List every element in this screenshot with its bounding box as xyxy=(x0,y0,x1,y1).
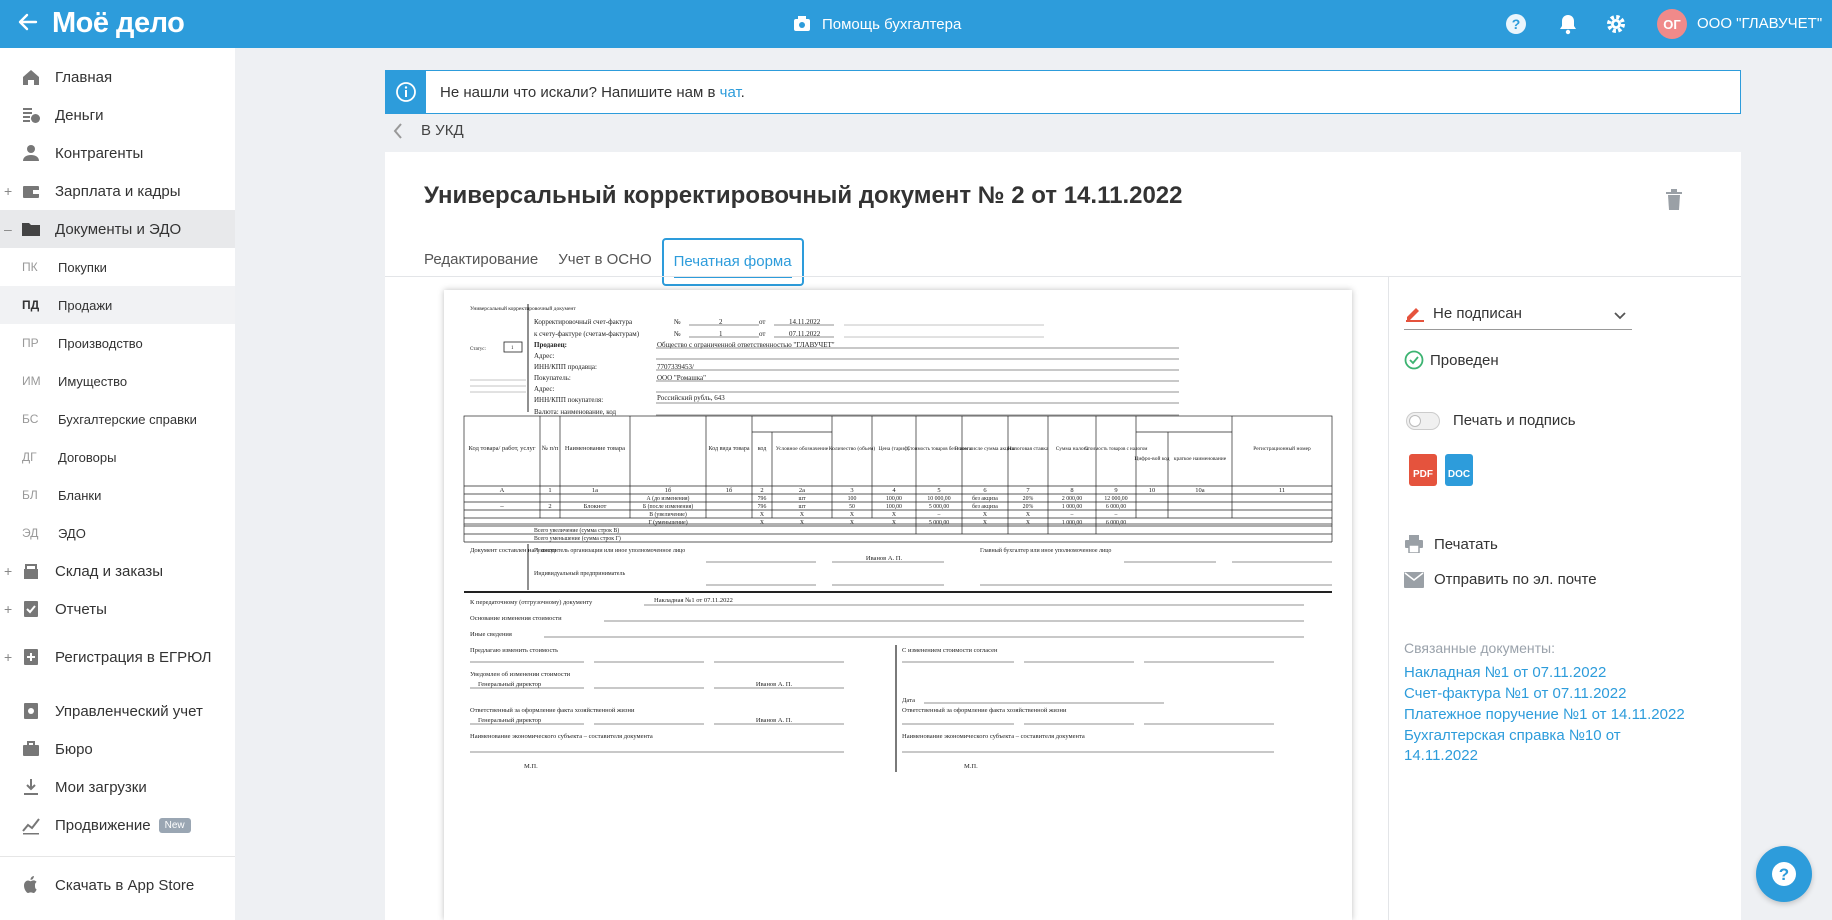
contractors-icon xyxy=(20,142,42,164)
th-name: Наименование товара xyxy=(564,445,626,452)
row-num: 2 xyxy=(548,503,552,510)
notified-position: Генеральный директор xyxy=(478,681,542,688)
inv-num-2: 1 xyxy=(719,330,723,338)
chevron-left-icon xyxy=(393,123,403,139)
print-preview[interactable] xyxy=(444,290,1352,920)
responsible-name: Иванов А. П. xyxy=(755,717,793,724)
info-icon xyxy=(386,71,426,113)
sub-label: Бухгалтерские справки xyxy=(58,411,197,427)
sidebar xyxy=(0,48,235,920)
th-tax: Сумма налога xyxy=(1055,446,1089,452)
th-code: Код товара/ работ, услуг xyxy=(468,445,536,452)
status-value: 1 xyxy=(511,346,514,351)
management-icon xyxy=(20,700,42,722)
svg-text:от: от xyxy=(759,318,766,326)
sidebar-item-label xyxy=(55,817,191,834)
col-num: 6 xyxy=(983,487,987,494)
sub-abbr: ДГ xyxy=(22,450,37,464)
status-label: Статус: xyxy=(470,347,486,352)
row-a-excise: без акциза xyxy=(972,496,998,502)
row-c-total: – xyxy=(1114,512,1118,518)
row-a-rate: 20% xyxy=(1022,496,1034,502)
sub-label: Бланки xyxy=(58,487,102,503)
tab-edit[interactable]: Редактирование xyxy=(424,251,539,268)
sidebar-item-bureau[interactable] xyxy=(0,730,235,768)
app-logo[interactable]: Моё дело xyxy=(52,7,185,39)
seller-value: Общество с ограниченной ответственностью "ГЛАВУЧЕТ" xyxy=(657,341,835,349)
inv-label-2: к счету-фактуре (счетам-фактурам) xyxy=(534,330,640,338)
th-unit-code: код xyxy=(757,446,767,452)
row-a-price: 100,00 xyxy=(886,496,902,502)
change-basis-label: Основание изменения стоимости xyxy=(470,615,562,622)
propose-label: Предлагаю изменить стоимость xyxy=(470,647,559,654)
sidebar-item-promotion[interactable] xyxy=(0,806,235,844)
print-sign-label: Печать и подпись xyxy=(1453,412,1576,429)
row-a-total: 12 000,00 xyxy=(1104,496,1128,502)
responsible-label: Ответственный за оформление факта хозяйственной жизни xyxy=(470,707,635,714)
row-c-label: В (увеличение) xyxy=(649,512,687,518)
sidebar-subitem-accounting-notes[interactable] xyxy=(0,400,235,438)
total-increase-label: Всего увеличение (сумма строк В) xyxy=(534,528,620,534)
sidebar-subitem-edo[interactable] xyxy=(0,514,235,552)
row-c-rate: Х xyxy=(1025,512,1031,518)
row-d-code: Х xyxy=(759,520,765,526)
col-num: А xyxy=(499,487,505,494)
col-num: 1 xyxy=(548,487,552,494)
sidebar-item-label: Склад и заказы xyxy=(55,562,164,580)
company-name[interactable]: ООО "ГЛАВУЧЕТ" xyxy=(1697,15,1823,32)
home-icon xyxy=(20,66,42,88)
breadcrumb-label: В УКД xyxy=(421,122,464,139)
row-a-qty: 100 xyxy=(847,496,857,502)
sub-abbr: БЛ xyxy=(22,488,38,502)
new-badge: New xyxy=(159,818,191,833)
bell-icon[interactable] xyxy=(1556,12,1580,36)
sidebar-item-management[interactable] xyxy=(0,692,235,730)
sidebar-item-label: Деньги xyxy=(55,106,104,124)
row-a-unit: шт xyxy=(798,496,806,502)
col-num: 10 xyxy=(1148,487,1156,494)
row-a-tax: 2 000,00 xyxy=(1061,496,1083,502)
breadcrumb[interactable] xyxy=(393,122,464,139)
helper-label: Помощь бухгалтера xyxy=(822,15,962,33)
row-b-unit: шт xyxy=(798,504,806,510)
th-total: Стоимость товаров с налогом xyxy=(1084,447,1148,452)
sign-status-select[interactable] xyxy=(1404,301,1632,330)
sidebar-item-registration[interactable] xyxy=(0,633,235,681)
entity-label-2: Наименование экономического субъекта – составителя документа xyxy=(902,733,1085,740)
col-num: 11 xyxy=(1278,487,1286,494)
head-name: Иванов А. П. xyxy=(865,555,903,562)
th-excise: В том числе сумма акциза xyxy=(954,446,1016,452)
help-chat-button[interactable] xyxy=(1756,846,1812,902)
gear-icon[interactable] xyxy=(1604,12,1628,36)
other-info-label: Иные сведения xyxy=(470,631,512,638)
apple-icon xyxy=(20,874,42,896)
sub-label: Производство xyxy=(58,335,143,351)
print-button[interactable] xyxy=(1404,535,1498,553)
related-doc-link[interactable]: Счет-фактура №1 от 07.11.2022 xyxy=(1404,685,1627,702)
promotion-icon xyxy=(20,814,42,836)
download-icon xyxy=(20,776,42,798)
row-b-label: Б (после изменения) xyxy=(642,504,694,510)
sub-abbr: ЭД xyxy=(22,526,39,540)
svg-text:?: ? xyxy=(1511,16,1521,32)
responsible-label-2: Ответственный за оформление факта хозяйственной жизни xyxy=(902,707,1067,714)
row-c-qty: Х xyxy=(849,512,855,518)
svg-text:№: № xyxy=(674,318,681,326)
th-reg-num: Регистрационный номер xyxy=(1253,446,1311,452)
sub-abbr: БС xyxy=(22,412,39,426)
col-num: 1б xyxy=(725,487,733,494)
sidebar-item-label: Мои загрузки xyxy=(55,778,147,796)
related-doc-link[interactable]: Накладная №1 от 07.11.2022 xyxy=(1404,664,1607,681)
related-doc-link[interactable]: Бухгалтерская справка №10 от 14.11.2022 xyxy=(1404,727,1621,764)
currency-value: Российский рубль, 643 xyxy=(657,394,725,402)
sub-abbr: ПР xyxy=(22,336,39,350)
sidebar-item-label: Регистрация в ЕГРЮЛ xyxy=(55,648,212,666)
sidebar-item-label: Зарплата и кадры xyxy=(55,182,181,200)
col-num: 9 xyxy=(1114,487,1118,494)
sidebar-item-downloads[interactable] xyxy=(0,768,235,806)
sidebar-item-label: Управленческий учет xyxy=(55,702,203,720)
chat-link[interactable]: чат xyxy=(719,84,741,101)
avatar[interactable]: ОГ xyxy=(1657,9,1687,39)
row-b-total: 6 000,00 xyxy=(1105,504,1127,510)
row-b-qty: 50 xyxy=(849,504,855,510)
print-sign-toggle[interactable] xyxy=(1406,412,1440,430)
sidebar-item-label: Скачать в App Store xyxy=(55,876,195,894)
sub-abbr: ИМ xyxy=(22,374,41,388)
col-num: 5 xyxy=(937,487,941,494)
helper-icon xyxy=(792,14,812,34)
sidebar-item-label: Главная xyxy=(55,68,113,86)
sidebar-item-label: Документы и ЭДО xyxy=(55,220,182,238)
doc-icon[interactable]: DOC xyxy=(1445,454,1473,486)
row-a-label: А (до изменения) xyxy=(646,496,690,502)
posted-status xyxy=(1404,350,1499,370)
col-num: 2 xyxy=(760,487,764,494)
row-d-total: 6 000,00 xyxy=(1105,520,1127,526)
svg-text:от: от xyxy=(759,330,766,338)
banner-text xyxy=(440,84,745,101)
reports-icon xyxy=(20,598,42,620)
buyer-value: ООО "Ромашка" xyxy=(657,374,706,382)
currency-label: Валюта: наименование, код xyxy=(534,408,617,416)
sub-abbr: ПД xyxy=(22,298,40,312)
related-docs-title: Связанные документы: xyxy=(1404,640,1555,656)
chevron-down-icon xyxy=(1614,307,1626,325)
row-d-price: Х xyxy=(891,520,897,526)
question-icon xyxy=(1770,860,1798,888)
col-num: 3 xyxy=(850,487,854,494)
buyer-label: Покупатель: xyxy=(534,374,571,382)
registration-icon xyxy=(20,646,42,668)
sidebar-subitem-property[interactable] xyxy=(0,362,235,400)
row-d-sum: 5 000,00 xyxy=(928,520,950,526)
col-num: 4 xyxy=(892,487,896,494)
svg-text:№: № xyxy=(674,330,681,338)
sidebar-item-documents[interactable] xyxy=(0,210,235,248)
info-banner xyxy=(385,70,1741,114)
tabs-underline xyxy=(385,276,1741,277)
wallet-icon xyxy=(20,180,42,202)
row-a-code: 796 xyxy=(757,496,767,502)
sidebar-item-money[interactable] xyxy=(0,96,235,134)
briefcase-icon xyxy=(20,738,42,760)
inv-date-1: 14.11.2022 xyxy=(789,318,821,326)
help-icon[interactable] xyxy=(1504,12,1528,36)
trash-icon[interactable] xyxy=(1664,188,1686,212)
row-c-excise: Х xyxy=(982,512,988,518)
pdf-icon[interactable]: PDF xyxy=(1409,454,1437,486)
related-doc-link[interactable]: Платежное поручение №1 от 14.11.2022 xyxy=(1404,706,1685,723)
row-d-label: Г (уменьшение) xyxy=(648,520,688,526)
print-label: Печатать xyxy=(1434,535,1498,553)
notified-name: Иванов А. П. xyxy=(755,681,793,688)
sidebar-subitem-forms[interactable] xyxy=(0,476,235,514)
date-label: Дата xyxy=(902,697,915,704)
posted-label: Проведен xyxy=(1430,351,1499,369)
sub-label: Продажи xyxy=(58,297,113,313)
stamp-label-2: М.П. xyxy=(964,763,978,770)
sidebar-item-label: Бюро xyxy=(55,740,93,758)
row-d-unit: Х xyxy=(799,520,805,526)
agreed-label: С изменением стоимости согласен xyxy=(902,647,998,654)
row-c-price: Х xyxy=(891,512,897,518)
transfer-label: К передаточному (отгрузочному) документу xyxy=(470,599,593,606)
th-unit-name: Условное обозначение xyxy=(775,446,829,452)
row-c-tax: – xyxy=(1070,512,1074,518)
sub-abbr: ПК xyxy=(22,260,38,274)
mail-icon xyxy=(1404,572,1424,588)
expand-plus-icon[interactable]: + xyxy=(4,563,13,579)
sub-label: Договоры xyxy=(58,449,117,465)
top-bar xyxy=(0,0,1832,48)
sidebar-subitem-purchases[interactable] xyxy=(0,248,235,286)
sub-label: ЭДО xyxy=(58,525,86,541)
row-c-code: Х xyxy=(759,512,765,518)
row-product: Блокнот xyxy=(583,503,607,510)
entrepreneur-label: Индивидуальный предприниматель xyxy=(534,571,626,577)
th-rate: Налоговая ставка xyxy=(1007,446,1049,452)
col-num: 7 xyxy=(1026,487,1030,494)
sub-label: Покупки xyxy=(58,259,107,275)
sidebar-item-label: Контрагенты xyxy=(55,144,144,162)
responsible-position: Генеральный директор xyxy=(478,717,542,724)
page-title: Универсальный корректировочный документ № 2 от 14.11.2022 xyxy=(424,182,1183,209)
row-b-rate: 20% xyxy=(1022,504,1034,510)
row-d-tax: 1 000,00 xyxy=(1061,520,1083,526)
form-header: Универсальный корректировочный документ xyxy=(470,306,576,312)
transfer-invoice: Накладная №1 от 07.11.2022 xyxy=(654,597,733,604)
th-country-code: Цифро-вой код xyxy=(1134,456,1170,462)
row-c-sum: – xyxy=(937,512,941,518)
sidebar-subitem-sales[interactable] xyxy=(0,286,235,324)
sidebar-subitem-contracts[interactable] xyxy=(0,438,235,476)
inv-num-1: 2 xyxy=(719,318,723,326)
th-kind: Код вида товара xyxy=(708,446,750,452)
inn-seller-value: 7707339453/ xyxy=(657,363,694,371)
right-panel-divider xyxy=(1388,277,1389,920)
chief-label: Главный бухгалтер или иное уполномоченное лицо xyxy=(980,548,1112,554)
svg-text:?: ? xyxy=(1778,865,1790,884)
col-num: 8 xyxy=(1070,487,1074,494)
banner-text-main: Не нашли что искали? Напишите нам в xyxy=(440,84,720,101)
warehouse-icon xyxy=(20,560,42,582)
row-b-code: 796 xyxy=(757,504,767,510)
col-num: 2а xyxy=(798,487,806,494)
row-b-tax: 1 000,00 xyxy=(1061,504,1083,510)
row-c-unit: Х xyxy=(799,512,805,518)
inv-date-2: 07.11.2022 xyxy=(789,330,821,338)
money-icon xyxy=(20,104,42,126)
check-circle-icon xyxy=(1404,350,1424,370)
row-a-sum: 10 000,00 xyxy=(927,496,951,502)
expand-plus-icon[interactable]: + xyxy=(4,649,13,665)
address-label-2: Адрес: xyxy=(534,385,555,393)
sidebar-item-warehouse[interactable] xyxy=(0,552,235,590)
promotion-label: Продвижение xyxy=(55,816,151,834)
send-email-button[interactable] xyxy=(1404,571,1597,588)
banner-tail: . xyxy=(740,84,745,101)
sidebar-subitem-production[interactable] xyxy=(0,324,235,362)
expand-plus-icon[interactable]: + xyxy=(4,601,13,617)
sidebar-item-home[interactable] xyxy=(0,58,235,96)
row-b-sum: 5 000,00 xyxy=(928,504,950,510)
sign-status-text: Не подписан xyxy=(1433,305,1522,322)
signature-pen-icon xyxy=(1404,303,1426,328)
send-email-label: Отправить по эл. почте xyxy=(1434,571,1597,588)
sidebar-item-label: Отчеты xyxy=(55,600,107,618)
stamp-label: М.П. xyxy=(524,763,538,770)
total-decrease-label: Всего уменьшение (сумма строк Г) xyxy=(534,536,621,542)
head-label: Руководитель организации или иное уполномоченное лицо xyxy=(534,548,686,554)
col-num: 10а xyxy=(1195,487,1205,494)
row-d-excise: Х xyxy=(982,520,988,526)
row-d-rate: Х xyxy=(1025,520,1031,526)
tab-print-form[interactable]: Печатная форма xyxy=(662,238,804,286)
sidebar-item-contractors[interactable] xyxy=(0,134,235,172)
seller-label: Продавец: xyxy=(534,341,567,349)
row-code-dash: – xyxy=(500,502,504,510)
accountant-help-link[interactable] xyxy=(792,14,961,34)
sidebar-item-salary[interactable] xyxy=(0,172,235,210)
expand-plus-icon[interactable]: + xyxy=(4,183,13,199)
collapse-minus-icon[interactable]: – xyxy=(4,221,12,237)
th-num: № п/п xyxy=(541,445,559,452)
col-num: 1б xyxy=(664,487,672,494)
inv-label-1: Корректировочный счет-фактура xyxy=(534,318,633,326)
notified-label: Уведомлен об изменении стоимости xyxy=(470,671,571,678)
th-price: Цена (тариф) xyxy=(878,446,910,452)
toggle-knob xyxy=(1409,415,1421,427)
row-d-qty: Х xyxy=(849,520,855,526)
th-sum: Стоимость товаров без налога xyxy=(906,447,972,452)
tab-osno[interactable]: Учет в ОСНО xyxy=(558,251,652,268)
sidebar-divider xyxy=(0,856,235,857)
th-qty: Количество (объем) xyxy=(828,446,876,452)
doc-pages: Документ составлен на 1 листе xyxy=(470,547,557,554)
col-num: 1а xyxy=(591,487,599,494)
address-label: Адрес: xyxy=(534,352,555,360)
inn-buyer-label: ИНН/КПП покупателя: xyxy=(534,396,604,404)
inn-seller-label: ИНН/КПП продавца: xyxy=(534,363,597,371)
sub-label: Имущество xyxy=(58,373,128,389)
row-b-price: 100,00 xyxy=(886,504,902,510)
folder-icon xyxy=(20,218,42,240)
entity-label: Наименование экономического субъекта – составителя документа xyxy=(470,733,653,740)
sidebar-item-app-store[interactable] xyxy=(0,866,235,904)
sidebar-item-reports[interactable] xyxy=(0,590,235,628)
printer-icon xyxy=(1404,535,1424,553)
back-arrow-icon[interactable] xyxy=(16,10,40,38)
th-country-name: краткое наименование xyxy=(1173,456,1227,462)
row-b-excise: без акциза xyxy=(972,504,998,510)
